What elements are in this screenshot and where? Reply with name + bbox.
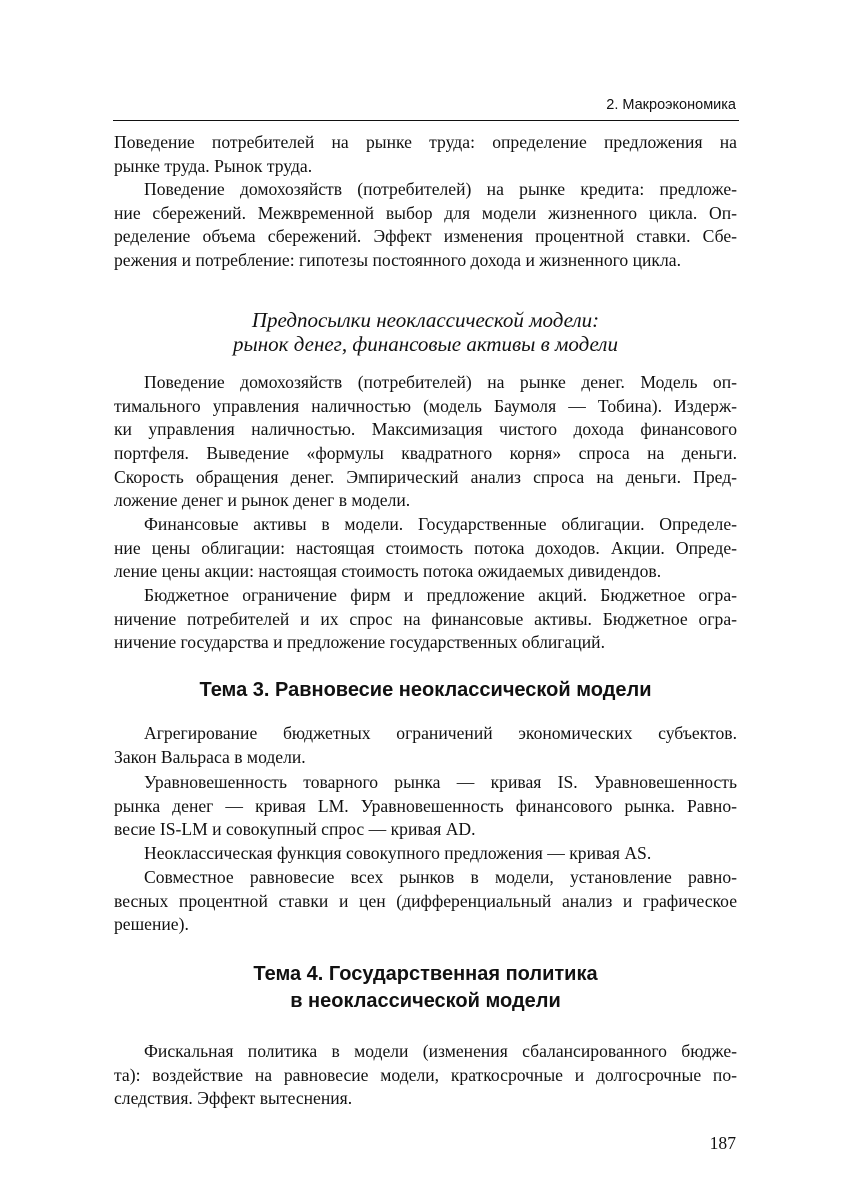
text-line: Фискальная политика в модели (изменения сбалансированного бюдже- bbox=[144, 1041, 737, 1061]
text-line: Бюджетное ограничение фирм и предложение акций. Бюджетное огра- bbox=[144, 585, 737, 605]
paragraph bbox=[114, 1040, 737, 1111]
paragraph bbox=[114, 513, 737, 584]
text-line: ние цены облигации: настоящая стоимость потока доходов. Акции. Опреде- bbox=[114, 537, 737, 558]
text-line: тимального управления наличностью (модель Баумоля — Тобина). Издерж- bbox=[114, 395, 737, 416]
paragraph bbox=[114, 842, 737, 866]
text-line: Совместное равновесие всех рынков в модели, установление равно- bbox=[144, 867, 737, 887]
text-line: Агрегирование бюджетных ограничений экономических субъектов. bbox=[144, 723, 737, 743]
text-line: решение). bbox=[114, 914, 189, 935]
text-line: весных процентной ставки и цен (дифференциальный анализ и графическое bbox=[114, 890, 737, 911]
heading-line: в неоклассической модели bbox=[290, 990, 561, 1012]
paragraph bbox=[114, 771, 737, 842]
text-line: Поведение домохозяйств (потребителей) на рынке кредита: предложе- bbox=[144, 179, 737, 199]
text-line: Скорость обращения денег. Эмпирический анализ спроса на деньги. Пред- bbox=[114, 466, 737, 487]
text-line: весие IS-LM и совокупный спрос — кривая AD. bbox=[114, 819, 476, 840]
text-line: Финансовые активы в модели. Государственные облигации. Определе- bbox=[144, 514, 737, 534]
text-line: Поведение домохозяйств (потребителей) на рынке денег. Модель оп- bbox=[144, 372, 737, 392]
paragraph bbox=[114, 866, 737, 937]
text-line: Уравновешенность товарного рынка — кривая IS. Уравновешенность bbox=[144, 772, 737, 792]
text-line: ние сбережений. Межвременной выбор для модели жизненного цикла. Оп- bbox=[114, 202, 737, 223]
heading-line: Предпосылки неоклассической модели: bbox=[251, 308, 600, 332]
section-heading bbox=[114, 961, 737, 1015]
text-line: та): воздействие на равновесие модели, краткосрочные и долгосрочные по- bbox=[114, 1064, 737, 1085]
text-line: портфеля. Выведение «формулы квадратного корня» спроса на деньги. bbox=[114, 443, 737, 464]
page-number: 187 bbox=[709, 1133, 736, 1153]
text-line: ложение денег и рынок денег в модели. bbox=[114, 490, 411, 511]
heading-line: рынок денег, финансовые активы в модели bbox=[233, 331, 618, 356]
text-line: ки управления наличностью. Максимизация чистого дохода финансового bbox=[114, 419, 737, 440]
paragraph bbox=[114, 371, 737, 513]
text-line: Поведение потребителей на рынке труда: определение предложения на bbox=[114, 132, 737, 152]
text-line: ление цены акции: настоящая стоимость потока ожидаемых дивидендов. bbox=[114, 561, 662, 582]
text-line: ничение государства и предложение государственных облигаций. bbox=[114, 632, 605, 653]
section-subheading bbox=[114, 309, 737, 356]
paragraph bbox=[114, 722, 737, 769]
text-line: Закон Вальраса в модели. bbox=[114, 746, 306, 767]
text-line: следствия. Эффект вытеснения. bbox=[114, 1088, 353, 1109]
header-rule bbox=[113, 120, 739, 121]
text-line: ределение объема сбережений. Эффект изменения процентной ставки. Сбе- bbox=[114, 226, 737, 247]
text-line: рынке труда. Рынок труда. bbox=[114, 155, 313, 176]
text-line: режения и потребление: гипотезы постоянного дохода и жизненного цикла. bbox=[114, 250, 681, 271]
text-line: рынка денег — кривая LM. Уравновешенность финансового рынка. Равно- bbox=[114, 795, 737, 816]
section-heading bbox=[114, 677, 737, 704]
paragraph bbox=[114, 178, 737, 273]
heading-line: Тема 4. Государственная политика bbox=[253, 963, 598, 985]
text-line: Неоклассическая функция совокупного предложения — кривая AS. bbox=[144, 843, 652, 863]
paragraph bbox=[114, 584, 737, 655]
running-head: 2. Макроэкономика bbox=[606, 97, 736, 113]
text-line: ничение потребителей и их спрос на финансовые активы. Бюджетное огра- bbox=[114, 608, 737, 629]
paragraph bbox=[114, 131, 737, 178]
heading-line: Тема 3. Равновесие неоклассической модели bbox=[199, 679, 652, 701]
